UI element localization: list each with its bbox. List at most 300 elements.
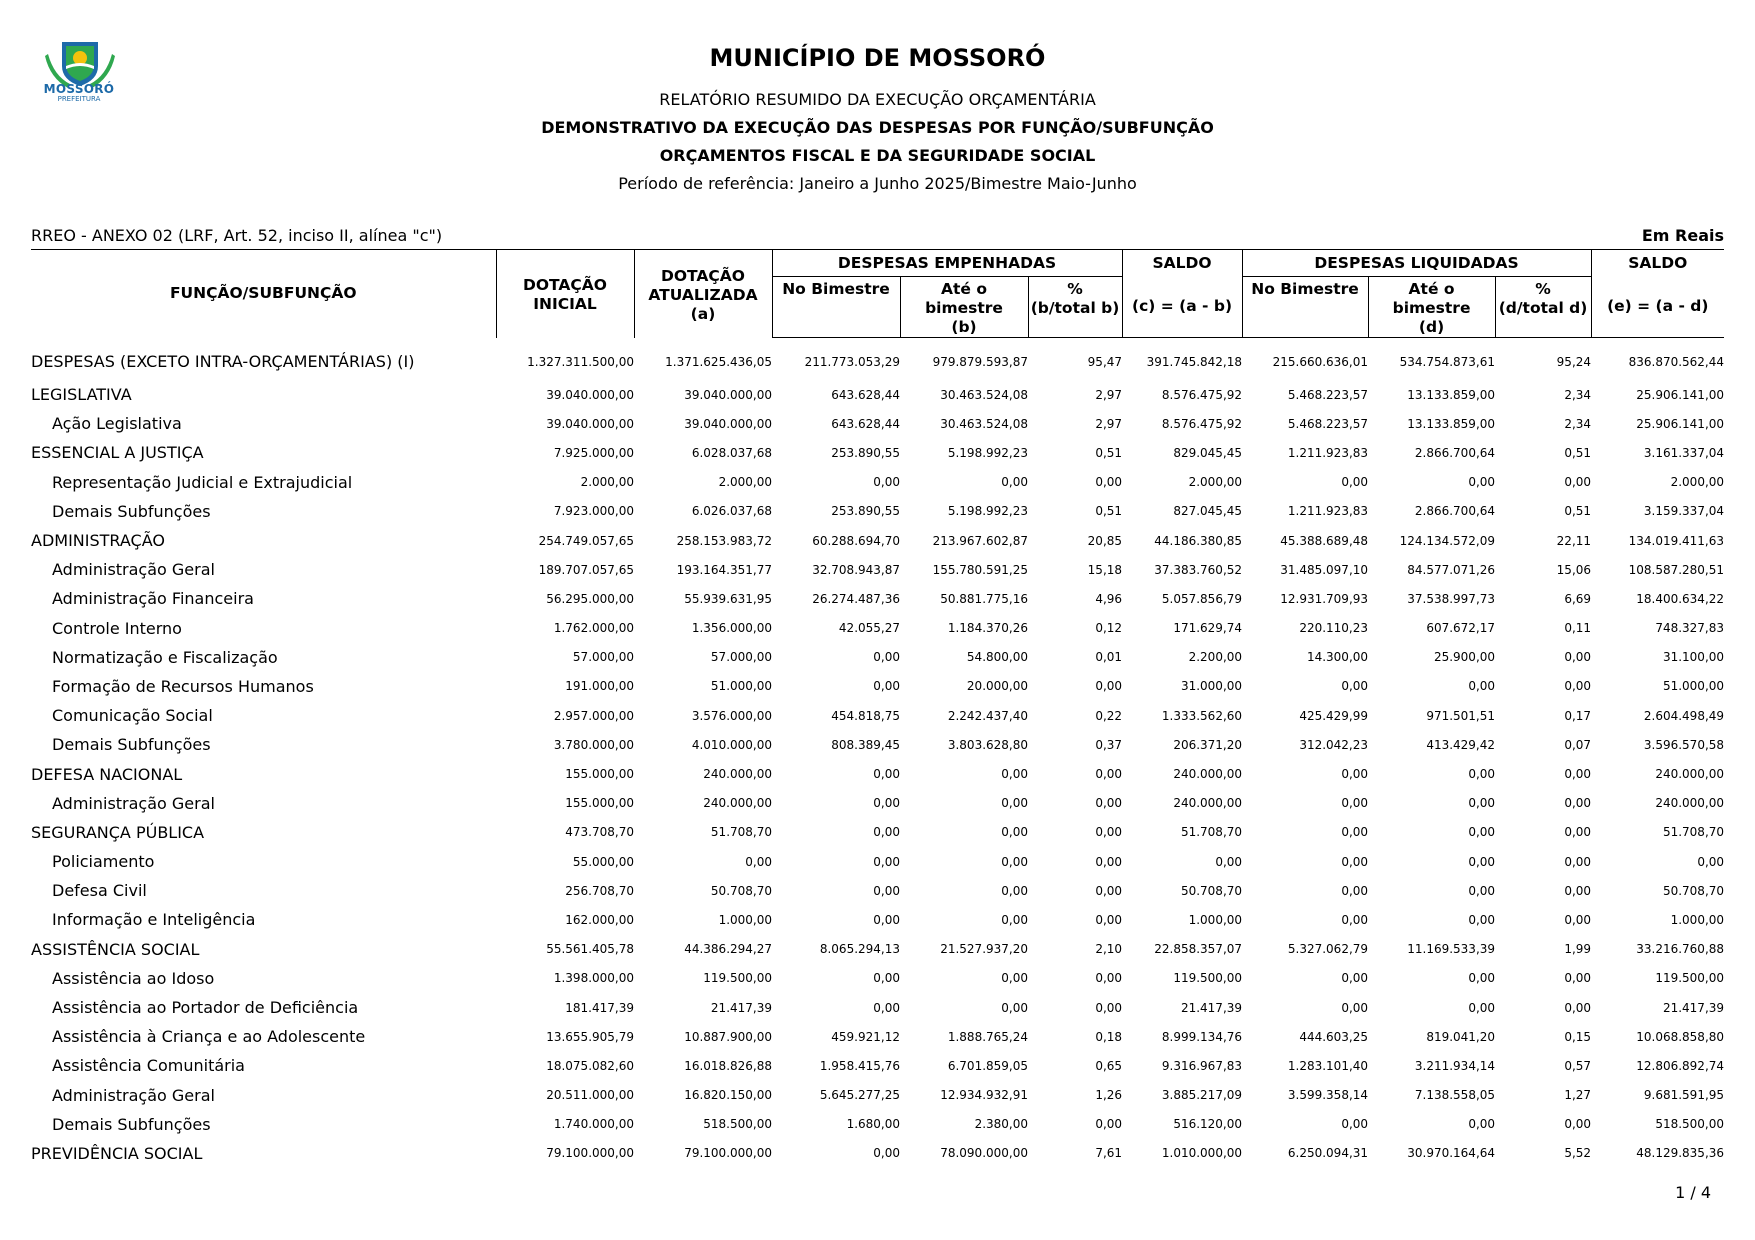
row-label: DESPESAS (EXCETO INTRA-ORÇAMENTÁRIAS) (I) (31, 352, 415, 372)
row-value: 18.400.634,22 (1636, 591, 1725, 606)
row-value: 2.380,00 (974, 1117, 1028, 1132)
row-value: 56.295.000,00 (546, 591, 634, 606)
row-value: 0,00 (1468, 854, 1496, 869)
logo-wordmark: MOSSORÓ (43, 82, 115, 96)
row-value: 31.100,00 (1662, 650, 1725, 665)
row-value: 5.645.277,25 (819, 1088, 900, 1103)
row-value: 32.708.943,87 (812, 562, 900, 577)
row-value: 2.000,00 (1188, 475, 1243, 490)
row-value: 51.708,70 (1662, 825, 1725, 840)
row-value: 0,01 (1095, 650, 1123, 665)
row-value: 211.773.053,29 (804, 355, 900, 369)
annex-label: RREO - ANEXO 02 (LRF, Art. 52, inciso II, alínea "c") (31, 226, 443, 245)
row-value: 16.820.150,00 (684, 1088, 772, 1103)
row-value: 20,85 (1087, 533, 1123, 548)
row-value: 0,00 (1341, 912, 1369, 927)
row-value: 3.599.358,14 (1287, 1088, 1369, 1103)
row-value: 215.660.636,01 (1272, 355, 1369, 369)
row-value: 18.075.082,60 (546, 1058, 634, 1073)
row-value: 51.000,00 (1662, 679, 1725, 694)
row-value: 5,52 (1564, 1146, 1592, 1161)
row-value: 0,12 (1095, 621, 1123, 636)
row-value: 191.000,00 (565, 679, 634, 694)
row-value: 2,97 (1095, 416, 1123, 431)
table-row (31, 1139, 1724, 1168)
row-label: Assistência à Criança e ao Adolescente (52, 1027, 366, 1047)
row-label: Assistência ao Portador de Deficiência (52, 998, 359, 1018)
row-value: 0,51 (1095, 504, 1123, 519)
row-value: 25.900,00 (1433, 650, 1496, 665)
row-value: 0,00 (1564, 650, 1592, 665)
row-value: 2.000,00 (580, 475, 634, 490)
row-value: 44.386.294,27 (684, 942, 772, 957)
row-value: 0,00 (1564, 1000, 1592, 1015)
row-label: Administração Geral (52, 560, 215, 580)
row-value: 3.159.337,04 (1643, 504, 1725, 519)
row-value: 2.200,00 (1188, 650, 1243, 665)
row-value: 55.000,00 (572, 854, 634, 869)
row-value: 0,00 (1341, 796, 1369, 811)
row-value: 50.708,70 (1180, 883, 1243, 898)
table-row (31, 964, 1724, 993)
row-value: 0,00 (1001, 825, 1028, 840)
row-value: 51.708,70 (710, 825, 772, 840)
row-value: 0,00 (1341, 825, 1369, 840)
row-label: Defesa Civil (52, 881, 147, 901)
row-value: 808.389,45 (831, 737, 900, 752)
row-value: 0,00 (873, 912, 900, 927)
row-label: Representação Judicial e Extrajudicial (52, 472, 353, 492)
header-saldo-e: SALDO (1591, 250, 1724, 277)
header-dotacao-atualizada: DOTAÇÃO ATUALIZADA (a) (634, 250, 772, 338)
row-value: 95,24 (1556, 355, 1592, 369)
row-value: 0,00 (1095, 912, 1123, 927)
row-value: 6.026.037,68 (691, 504, 772, 519)
row-value: 254.749.057,65 (538, 533, 634, 548)
table-row (31, 730, 1724, 759)
row-value: 25.906.141,00 (1636, 387, 1725, 402)
row-label: ESSENCIAL A JUSTIÇA (31, 443, 204, 463)
row-value: 0,00 (1341, 767, 1369, 782)
row-value: 0,00 (1468, 475, 1496, 490)
row-value: 119.500,00 (703, 971, 772, 986)
row-value: 425.429,99 (1299, 708, 1369, 723)
row-value: 5.327.062,79 (1287, 942, 1369, 957)
header-no-bimestre-liq: No Bimestre (1242, 277, 1368, 338)
row-value: 1.000,00 (1188, 912, 1243, 927)
row-value: 8.576.475,92 (1161, 387, 1243, 402)
row-value: 240.000,00 (1655, 796, 1725, 811)
row-value: 2.866.700,64 (1414, 445, 1496, 460)
row-value: 1,27 (1564, 1088, 1592, 1103)
row-value: 0,00 (873, 854, 900, 869)
row-value: 0,00 (1468, 912, 1496, 927)
row-value: 0,07 (1564, 737, 1592, 752)
row-value: 0,00 (873, 650, 900, 665)
row-value: 14.300,00 (1306, 650, 1369, 665)
row-value: 1.371.625.436,05 (665, 354, 772, 369)
row-value: 50.881.775,16 (940, 591, 1028, 606)
page-title: MUNICÍPIO DE MOSSORÓ (709, 44, 1046, 72)
row-value: 155.780.591,25 (932, 562, 1028, 577)
table-row (31, 701, 1724, 730)
table-row (31, 1110, 1724, 1139)
table-row (31, 1051, 1724, 1080)
row-value: 643.628,44 (831, 387, 900, 402)
row-value: 8.065.294,13 (819, 942, 900, 957)
row-value: 13.133.859,00 (1407, 416, 1496, 431)
row-value: 1.211.923,83 (1287, 504, 1369, 519)
header-despesas-liquidadas: DESPESAS LIQUIDADAS (1242, 250, 1591, 277)
row-value: 0,00 (1215, 854, 1243, 869)
row-value: 213.967.602,87 (932, 533, 1028, 548)
row-value: 0,00 (1095, 883, 1123, 898)
row-value: 8.999.134,76 (1161, 1029, 1243, 1044)
row-value: 1.000,00 (1670, 912, 1725, 927)
table-row (31, 409, 1724, 438)
row-value: 0,00 (873, 883, 900, 898)
row-value: 33.216.760,88 (1636, 942, 1725, 957)
table-row (31, 1022, 1724, 1051)
row-label: SEGURANÇA PÚBLICA (31, 822, 205, 842)
row-value: 1.680,00 (846, 1117, 900, 1132)
row-value: 1,26 (1095, 1088, 1123, 1103)
row-value: 0,00 (1341, 854, 1369, 869)
row-value: 30.970.164,64 (1407, 1146, 1496, 1161)
row-value: 0,00 (1095, 854, 1123, 869)
page-number: 1 / 4 (1675, 1183, 1711, 1202)
row-value: 2,10 (1095, 942, 1123, 957)
table-row (31, 584, 1724, 613)
row-value: 2,97 (1095, 387, 1123, 402)
row-value: 95,47 (1087, 355, 1123, 369)
header-saldo-e-formula: (e) = (a - d) (1591, 277, 1724, 338)
row-value: 1.000,00 (718, 912, 772, 927)
row-label: Administração Financeira (52, 589, 254, 609)
row-value: 0,00 (1095, 1000, 1123, 1015)
row-label: Demais Subfunções (52, 501, 211, 521)
row-value: 39.040.000,00 (546, 387, 634, 402)
row-value: 0,00 (1095, 796, 1123, 811)
row-value: 10.068.858,80 (1636, 1029, 1725, 1044)
row-value: 1.888.765,24 (947, 1029, 1028, 1044)
row-label: DEFESA NACIONAL (31, 764, 183, 784)
row-value: 119.500,00 (1655, 971, 1725, 986)
row-value: 0,00 (1468, 971, 1496, 986)
row-value: 3.885.217,09 (1161, 1088, 1243, 1103)
row-value: 1.333.562,60 (1161, 708, 1243, 723)
row-value: 1.958.415,76 (819, 1058, 900, 1073)
row-label: Demais Subfunções (52, 735, 211, 755)
table-row (31, 759, 1724, 788)
table-row (31, 905, 1724, 934)
row-value: 79.100.000,00 (684, 1146, 772, 1161)
row-value: 0,51 (1564, 445, 1592, 460)
row-value: 473.708,70 (565, 825, 634, 840)
row-value: 0,00 (1341, 883, 1369, 898)
row-value: 1.762.000,00 (553, 621, 634, 636)
table-row (31, 526, 1724, 555)
row-value: 30.463.524,08 (940, 387, 1028, 402)
row-value: 12.934.932,91 (940, 1088, 1028, 1103)
row-value: 829.045,45 (1173, 445, 1243, 460)
row-value: 748.327,83 (1655, 621, 1725, 636)
row-value: 5.468.223,57 (1287, 387, 1369, 402)
row-value: 516.120,00 (1173, 1117, 1243, 1132)
row-value: 25.906.141,00 (1636, 416, 1725, 431)
row-value: 30.463.524,08 (940, 416, 1028, 431)
row-value: 0,00 (1564, 825, 1592, 840)
table-row (31, 614, 1724, 643)
header-pct-d: % (d/total d) (1495, 277, 1591, 338)
row-value: 7,61 (1095, 1146, 1123, 1161)
row-value: 5.468.223,57 (1287, 416, 1369, 431)
row-value: 413.429,42 (1426, 737, 1496, 752)
row-value: 5.198.992,23 (947, 504, 1028, 519)
row-value: 21.417,39 (1180, 1000, 1243, 1015)
header-saldo-c-formula: (c) = (a - b) (1122, 277, 1242, 338)
row-value: 0,00 (1564, 854, 1592, 869)
row-value: 256.708,70 (565, 883, 634, 898)
row-value: 50.708,70 (710, 883, 772, 898)
row-value: 0,00 (1468, 825, 1496, 840)
row-value: 971.501,51 (1426, 708, 1496, 723)
row-value: 6.250.094,31 (1287, 1146, 1369, 1161)
row-value: 10.887.900,00 (684, 1029, 772, 1044)
row-value: 2.866.700,64 (1414, 504, 1496, 519)
row-value: 51.000,00 (710, 679, 772, 694)
row-value: 240.000,00 (703, 796, 772, 811)
row-value: 4,96 (1095, 591, 1123, 606)
row-value: 312.042,23 (1299, 737, 1369, 752)
row-value: 2.000,00 (718, 475, 772, 490)
row-value: 0,00 (1468, 1000, 1496, 1015)
row-value: 444.603,25 (1299, 1029, 1369, 1044)
row-value: 240.000,00 (1655, 767, 1725, 782)
report-period: Período de referência: Janeiro a Junho 2025/Bimestre Maio-Junho (618, 174, 1137, 193)
header-ate-bimestre-d: Até o bimestre (d) (1368, 277, 1495, 338)
row-value: 0,57 (1564, 1058, 1592, 1073)
row-value: 0,00 (873, 825, 900, 840)
row-value: 819.041,20 (1426, 1029, 1496, 1044)
report-name: RELATÓRIO RESUMIDO DA EXECUÇÃO ORÇAMENTÁRIA (659, 90, 1096, 109)
row-label: Ação Legislativa (52, 414, 182, 434)
row-value: 15,18 (1087, 562, 1123, 577)
row-value: 518.500,00 (703, 1117, 772, 1132)
row-value: 181.417,39 (565, 1000, 634, 1015)
row-value: 0,37 (1095, 737, 1123, 752)
row-value: 13.655.905,79 (546, 1029, 634, 1044)
row-value: 2,34 (1564, 387, 1592, 402)
table-row (31, 935, 1724, 964)
table-row (31, 847, 1724, 876)
row-value: 643.628,44 (831, 416, 900, 431)
table-body (31, 338, 1724, 1169)
row-value: 108.587.280,51 (1628, 562, 1725, 577)
row-value: 78.090.000,00 (940, 1146, 1028, 1161)
row-value: 12.931.709,93 (1280, 591, 1369, 606)
row-value: 39.040.000,00 (684, 387, 772, 402)
row-value: 0,00 (1095, 1117, 1123, 1132)
row-value: 979.879.593,87 (932, 355, 1028, 369)
report-header (0, 40, 1755, 198)
row-value: 22,11 (1556, 533, 1592, 548)
logo-subtitle: PREFEITURA (57, 95, 101, 103)
row-value: 31.485.097,10 (1280, 562, 1369, 577)
row-value: 240.000,00 (1173, 767, 1243, 782)
row-label: Normatização e Fiscalização (52, 647, 278, 667)
row-value: 55.561.405,78 (546, 942, 634, 957)
row-value: 189.707.057,65 (538, 562, 634, 577)
table-row (31, 993, 1724, 1022)
row-label: Assistência ao Idoso (52, 968, 215, 988)
row-value: 391.745.842,18 (1146, 355, 1243, 369)
row-label: Comunicação Social (52, 706, 213, 726)
row-value: 6.701.859,05 (947, 1058, 1028, 1073)
row-value: 3.803.628,80 (947, 737, 1028, 752)
row-label: Controle Interno (52, 618, 182, 638)
row-value: 21.417,39 (710, 1000, 772, 1015)
row-value: 258.153.983,72 (676, 533, 772, 548)
row-value: 0,00 (1468, 679, 1496, 694)
row-value: 1.327.311.500,00 (527, 354, 634, 369)
row-value: 220.110,23 (1299, 621, 1369, 636)
row-label: Demais Subfunções (52, 1114, 211, 1134)
row-value: 0,00 (1341, 679, 1369, 694)
row-value: 0,18 (1095, 1029, 1123, 1044)
row-label: ASSISTÊNCIA SOCIAL (31, 939, 200, 959)
row-value: 12.806.892,74 (1636, 1058, 1725, 1073)
row-value: 1.184.370,26 (947, 621, 1028, 636)
row-label: ADMINISTRAÇÃO (31, 531, 165, 551)
row-value: 37.538.997,73 (1407, 591, 1496, 606)
header-ate-bimestre-b: Até o bimestre (b) (900, 277, 1028, 338)
row-value: 0,00 (873, 475, 900, 490)
row-value: 0,00 (1468, 883, 1496, 898)
row-value: 0,00 (1341, 1117, 1369, 1132)
row-value: 0,00 (1095, 767, 1123, 782)
currency-unit: Em Reais (1641, 226, 1724, 245)
row-value: 0,00 (1564, 475, 1592, 490)
table-row (31, 555, 1724, 584)
row-value: 0,00 (1564, 796, 1592, 811)
row-value: 0,00 (1564, 883, 1592, 898)
row-value: 60.288.694,70 (812, 533, 900, 548)
table-row (31, 380, 1724, 409)
row-value: 155.000,00 (565, 796, 634, 811)
row-value: 0,51 (1564, 504, 1592, 519)
row-value: 0,00 (873, 679, 900, 694)
row-value: 518.500,00 (1655, 1117, 1725, 1132)
row-value: 3.161.337,04 (1643, 445, 1725, 460)
row-value: 607.672,17 (1426, 621, 1496, 636)
row-value: 253.890,55 (831, 504, 900, 519)
row-value: 2.604.498,49 (1643, 708, 1725, 723)
row-value: 84.577.071,26 (1407, 562, 1496, 577)
row-value: 1.283.101,40 (1287, 1058, 1369, 1073)
row-value: 0,17 (1564, 708, 1592, 723)
header-pct-b: % (b/total b) (1028, 277, 1122, 338)
row-value: 0,00 (1564, 679, 1592, 694)
row-value: 50.708,70 (1662, 883, 1725, 898)
row-value: 45.388.689,48 (1280, 533, 1369, 548)
row-value: 6,69 (1564, 591, 1592, 606)
row-value: 44.186.380,85 (1154, 533, 1243, 548)
row-value: 37.383.760,52 (1154, 562, 1243, 577)
header-dotacao-inicial: DOTAÇÃO INICIAL (496, 250, 634, 338)
row-value: 57.000,00 (572, 650, 634, 665)
row-value: 0,00 (1095, 825, 1123, 840)
row-value: 51.708,70 (1180, 825, 1243, 840)
row-value: 9.681.591,95 (1643, 1088, 1725, 1103)
row-label: Informação e Inteligência (52, 910, 256, 930)
row-value: 20.000,00 (966, 679, 1028, 694)
row-value: 0,11 (1564, 621, 1592, 636)
row-value: 0,00 (1564, 1117, 1592, 1132)
row-value: 0,15 (1564, 1029, 1592, 1044)
row-value: 42.055,27 (838, 621, 900, 636)
table-row (31, 789, 1724, 818)
row-value: 8.576.475,92 (1161, 416, 1243, 431)
row-value: 5.198.992,23 (947, 445, 1028, 460)
row-value: 21.417,39 (1662, 1000, 1725, 1015)
row-value: 0,00 (873, 796, 900, 811)
row-value: 0,00 (1095, 679, 1123, 694)
row-value: 0,00 (873, 767, 900, 782)
table-row (31, 497, 1724, 526)
row-value: 836.870.562,44 (1628, 355, 1725, 369)
row-value: 2.957.000,00 (553, 708, 634, 723)
row-value: 3.780.000,00 (553, 737, 634, 752)
row-value: 39.040.000,00 (546, 416, 634, 431)
row-value: 0,00 (1564, 767, 1592, 782)
row-value: 5.057.856,79 (1161, 591, 1243, 606)
row-value: 134.019.411,63 (1628, 533, 1725, 548)
header-saldo-c: SALDO (1122, 250, 1242, 277)
row-value: 39.040.000,00 (684, 416, 772, 431)
header-no-bimestre-emp: No Bimestre (772, 277, 900, 338)
row-label: Administração Geral (52, 793, 215, 813)
row-value: 454.818,75 (831, 708, 900, 723)
row-value: 1.211.923,83 (1287, 445, 1369, 460)
row-value: 31.000,00 (1180, 679, 1243, 694)
row-value: 0,00 (1468, 796, 1496, 811)
row-value: 2.000,00 (1670, 475, 1725, 490)
row-value: 0,00 (1341, 971, 1369, 986)
row-value: 2,34 (1564, 416, 1592, 431)
row-value: 20.511.000,00 (546, 1088, 634, 1103)
row-value: 0,00 (1468, 1117, 1496, 1132)
row-label: Policiamento (52, 852, 155, 872)
report-subtitle: DEMONSTRATIVO DA EXECUÇÃO DAS DESPESAS POR FUNÇÃO/SUBFUNÇÃO (541, 118, 1214, 137)
row-value: 3.211.934,14 (1414, 1058, 1496, 1073)
row-value: 0,22 (1095, 708, 1123, 723)
row-value: 0,00 (1564, 912, 1592, 927)
row-value: 48.129.835,36 (1636, 1146, 1725, 1161)
row-value: 7.138.558,05 (1414, 1088, 1496, 1103)
row-value: 119.500,00 (1173, 971, 1243, 986)
row-value: 54.800,00 (966, 650, 1028, 665)
row-value: 55.939.631,95 (684, 591, 772, 606)
table-row (31, 643, 1724, 672)
row-value: 0,00 (1564, 971, 1592, 986)
row-value: 6.028.037,68 (691, 445, 772, 460)
row-value: 7.925.000,00 (553, 445, 634, 460)
row-value: 124.134.572,09 (1399, 533, 1496, 548)
row-label: Formação de Recursos Humanos (52, 676, 314, 696)
row-value: 0,00 (1001, 883, 1028, 898)
row-value: 11.169.533,39 (1407, 942, 1496, 957)
